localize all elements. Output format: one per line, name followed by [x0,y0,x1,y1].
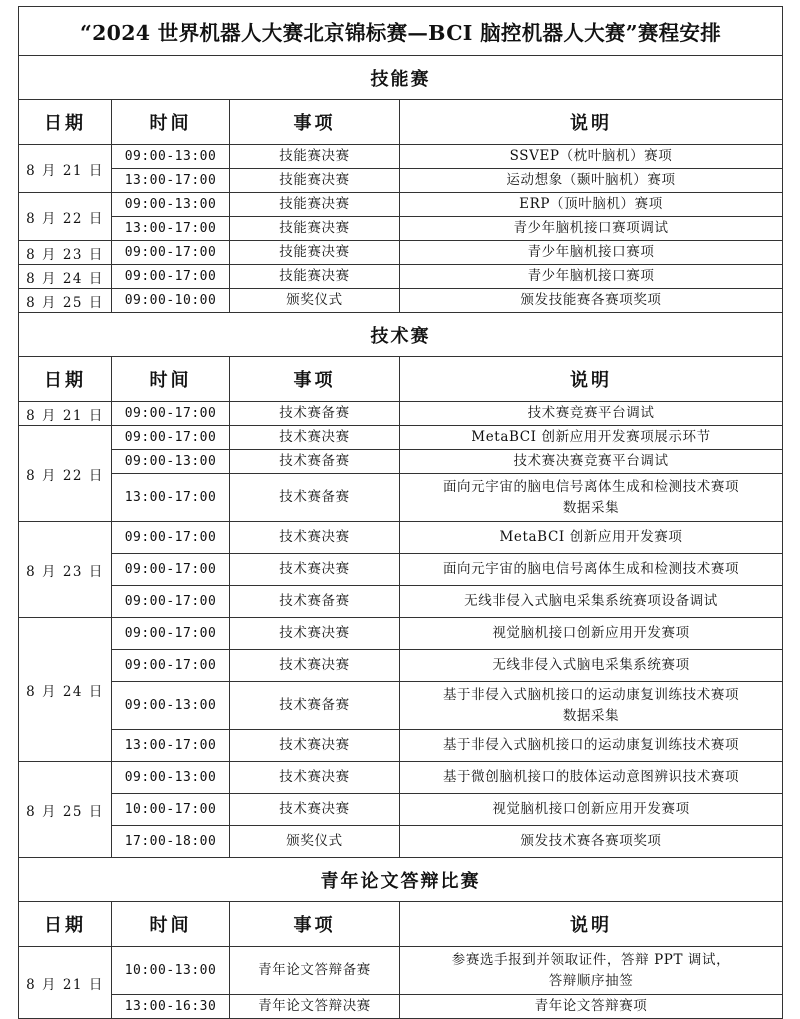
table-row [19,402,783,426]
time-cell: 09:00-13:00 [112,450,230,474]
time-cell: 13:00-16:30 [112,995,230,1019]
date-cell: 8 月 24 日 [19,265,112,289]
description-line: 数据采集 [562,499,620,516]
item-cell: 颁奖仪式 [230,826,400,858]
item-cell: 技术赛决赛 [230,650,400,682]
time-cell: 09:00-13:00 [112,145,230,169]
description-cell [400,145,783,169]
time-cell: 13:00-17:00 [112,217,230,241]
table-row [19,289,783,313]
table-row [19,650,783,682]
description-line: MetaBCI 创新应用开发赛项展示环节 [471,429,711,445]
time-cell: 09:00-17:00 [112,426,230,450]
item-cell: 技术赛决赛 [230,618,400,650]
item-cell: 技术赛决赛 [230,730,400,762]
column-header-desc: 说明 [400,902,783,947]
description-line: 青少年脑机接口赛项调试 [513,220,669,236]
schedule-document [18,6,782,1019]
date-cell: 8 月 21 日 [19,947,112,1019]
table-row [19,682,783,730]
table-row [19,618,783,650]
description-line: 基于微创脑机接口的肢体运动意图辨识技术赛项 [442,769,740,785]
column-header-time: 时间 [112,357,230,402]
column-header-time: 时间 [112,902,230,947]
schedule-table [18,6,783,1019]
table-row [19,522,783,554]
description-cell [400,217,783,241]
item-cell: 技能赛决赛 [230,145,400,169]
description-line: 答辩顺序抽签 [548,972,634,989]
description-line: 青年论文答辩赛项 [534,998,648,1014]
column-header-row [19,357,783,402]
item-cell: 青年论文答辩决赛 [230,995,400,1019]
time-cell: 09:00-17:00 [112,241,230,265]
description-cell [400,554,783,586]
description-cell [400,289,783,313]
description-line: 视觉脑机接口创新应用开发赛项 [492,801,690,817]
description-line: 面向元宇宙的脑电信号离体生成和检测技术赛项 [442,561,740,577]
description-line: 视觉脑机接口创新应用开发赛项 [492,625,690,641]
table-row [19,995,783,1019]
item-cell: 技术赛决赛 [230,762,400,794]
column-header-time: 时间 [112,100,230,145]
description-cell [400,241,783,265]
section-title: 青年论文答辩比赛 [19,858,783,902]
description-cell [400,169,783,193]
item-cell: 颁奖仪式 [230,289,400,313]
table-row [19,426,783,450]
section-title: 技能赛 [19,56,783,100]
table-row [19,762,783,794]
description-cell [400,450,783,474]
column-header-item: 事项 [230,357,400,402]
time-cell: 13:00-17:00 [112,169,230,193]
description-cell [400,522,783,554]
description-line: 技术赛竞赛平台调试 [527,405,655,421]
description-cell [400,426,783,450]
date-cell: 8 月 22 日 [19,193,112,241]
description-cell [400,682,783,730]
description-line: 数据采集 [562,707,620,724]
description-cell [400,193,783,217]
description-line: 基于非侵入式脑机接口的运动康复训练技术赛项 [442,686,740,703]
description-line: 无线非侵入式脑电采集系统赛项 [492,657,690,673]
column-header-date: 日期 [19,100,112,145]
table-row [19,826,783,858]
table-row [19,794,783,826]
date-cell: 8 月 23 日 [19,241,112,265]
description-line: SSVEP（枕叶脑机）赛项 [509,148,673,164]
item-cell: 技术赛备赛 [230,450,400,474]
section-title: 技术赛 [19,313,783,357]
item-cell: 技能赛决赛 [230,241,400,265]
table-row [19,193,783,217]
table-row [19,474,783,522]
time-cell: 09:00-17:00 [112,650,230,682]
item-cell: 技能赛决赛 [230,217,400,241]
table-row [19,730,783,762]
date-cell: 8 月 21 日 [19,145,112,193]
description-cell [400,586,783,618]
description-line: 运动想象（颞叶脑机）赛项 [506,172,676,188]
item-cell: 技术赛备赛 [230,402,400,426]
item-cell: 技术赛备赛 [230,474,400,522]
description-line: MetaBCI 创新应用开发赛项 [499,529,683,545]
date-cell: 8 月 25 日 [19,289,112,313]
item-cell: 技术赛备赛 [230,682,400,730]
date-cell: 8 月 23 日 [19,522,112,618]
item-cell: 青年论文答辩备赛 [230,947,400,995]
time-cell: 10:00-17:00 [112,794,230,826]
column-header-desc: 说明 [400,100,783,145]
time-cell: 09:00-13:00 [112,193,230,217]
column-header-row [19,100,783,145]
item-cell: 技术赛决赛 [230,794,400,826]
document-title: “2024 世界机器人大赛北京锦标赛—BCI 脑控机器人大赛”赛程安排 [19,7,783,56]
time-cell: 09:00-13:00 [112,762,230,794]
table-row [19,554,783,586]
time-cell: 09:00-17:00 [112,402,230,426]
description-cell [400,947,783,995]
description-cell [400,730,783,762]
description-line: 颁发技能赛各赛项奖项 [520,292,662,308]
table-row [19,450,783,474]
column-header-date: 日期 [19,902,112,947]
time-cell: 13:00-17:00 [112,474,230,522]
table-row [19,145,783,169]
time-cell: 09:00-17:00 [112,554,230,586]
item-cell: 技能赛决赛 [230,169,400,193]
description-line: 青少年脑机接口赛项 [527,268,655,284]
item-cell: 技术赛决赛 [230,522,400,554]
table-row [19,265,783,289]
time-cell: 10:00-13:00 [112,947,230,995]
description-line: 参赛选手报到并领取证件，答辩 PPT 调试， [451,951,731,968]
column-header-date: 日期 [19,357,112,402]
time-cell: 09:00-17:00 [112,265,230,289]
time-cell: 09:00-13:00 [112,682,230,730]
item-cell: 技术赛决赛 [230,554,400,586]
date-cell: 8 月 25 日 [19,762,112,858]
description-line: 基于非侵入式脑机接口的运动康复训练技术赛项 [442,737,740,753]
description-line: 无线非侵入式脑电采集系统赛项设备调试 [464,593,718,609]
item-cell: 技能赛决赛 [230,265,400,289]
date-cell: 8 月 22 日 [19,426,112,522]
time-cell: 09:00-17:00 [112,618,230,650]
time-cell: 17:00-18:00 [112,826,230,858]
item-cell: 技术赛备赛 [230,586,400,618]
description-cell [400,650,783,682]
time-cell: 09:00-17:00 [112,586,230,618]
description-cell [400,826,783,858]
table-row [19,169,783,193]
description-line: 颁发技术赛各赛项奖项 [520,833,662,849]
item-cell: 技能赛决赛 [230,193,400,217]
time-cell: 09:00-17:00 [112,522,230,554]
date-cell: 8 月 21 日 [19,402,112,426]
table-row [19,586,783,618]
column-header-item: 事项 [230,100,400,145]
description-cell [400,402,783,426]
table-row [19,241,783,265]
time-cell: 09:00-10:00 [112,289,230,313]
description-cell [400,762,783,794]
item-cell: 技术赛决赛 [230,426,400,450]
table-row [19,217,783,241]
description-cell [400,794,783,826]
column-header-desc: 说明 [400,357,783,402]
table-row [19,947,783,995]
description-cell [400,474,783,522]
description-line: 技术赛决赛竞赛平台调试 [513,453,669,469]
description-cell [400,265,783,289]
date-cell: 8 月 24 日 [19,618,112,762]
description-line: ERP（顶叶脑机）赛项 [519,196,663,212]
description-line: 面向元宇宙的脑电信号离体生成和检测技术赛项 [442,478,740,495]
column-header-row [19,902,783,947]
description-cell [400,995,783,1019]
description-cell [400,618,783,650]
column-header-item: 事项 [230,902,400,947]
description-line: 青少年脑机接口赛项 [527,244,655,260]
time-cell: 13:00-17:00 [112,730,230,762]
